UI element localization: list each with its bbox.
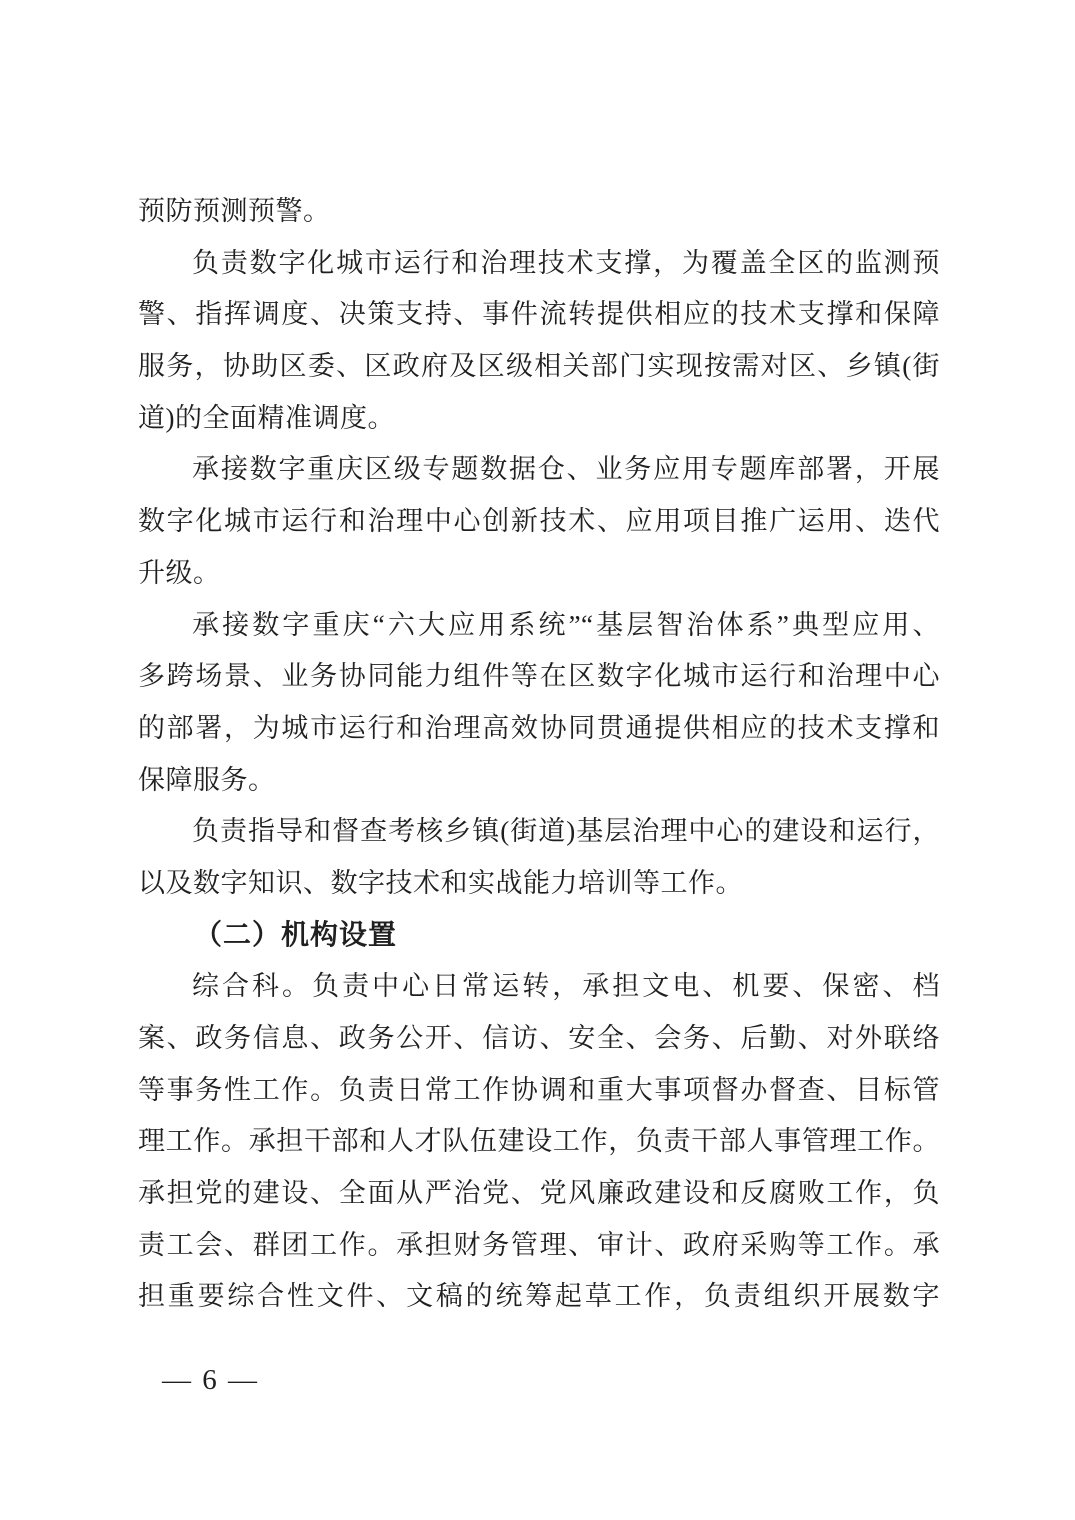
- text-line: 理工作。承担干部和人才队伍建设工作，负责干部人事管理工作。: [138, 1126, 940, 1157]
- text-line: 预防预测预警。: [138, 196, 331, 226]
- paragraph: [138, 961, 940, 1323]
- text-line: 负责指导和督查考核乡镇(街道)基层治理中心的建设和运行，: [192, 816, 940, 847]
- text-line: 升级。: [138, 557, 221, 588]
- text-line: 案、政务信息、政务公开、信访、安全、会务、后勤、对外联络: [138, 1023, 940, 1053]
- text-line: 综合科。负责中心日常运转，承担文电、机要、保密、档: [192, 971, 940, 1002]
- text-line: 等事务性工作。负责日常工作协调和重大事项督办督查、目标管: [138, 1074, 940, 1105]
- text-line: 负责数字化城市运行和治理技术支撑，为覆盖全区的监测预: [192, 247, 940, 278]
- paragraph: [138, 186, 940, 238]
- text-line: 担重要综合性文件、文稿的统筹起草工作，负责组织开展数字: [138, 1281, 940, 1312]
- text-line: 警、指挥调度、决策支持、事件流转提供相应的技术支撑和保障: [138, 299, 940, 330]
- paragraph: [138, 444, 940, 599]
- text-line: 数字化城市运行和治理中心创新技术、应用项目推广运用、迭代: [138, 506, 940, 537]
- text-line: 承接数字重庆“六大应用系统”“基层智治体系”典型应用、: [192, 609, 940, 640]
- text-line: 以及数字知识、数字技术和实战能力培训等工作。: [138, 867, 743, 898]
- text-line: 多跨场景、业务协同能力组件等在区数字化城市运行和治理中心: [138, 661, 940, 692]
- text-line: 的部署，为城市运行和治理高效协同贯通提供相应的技术支撑和: [138, 712, 940, 743]
- text-line: 责工会、群团工作。承担财务管理、审计、政府采购等工作。承: [138, 1229, 940, 1260]
- text-line: 承担党的建设、全面从严治党、党风廉政建设和反腐败工作，负: [138, 1178, 940, 1209]
- paragraph: [138, 238, 940, 445]
- paragraph: [138, 806, 940, 909]
- text-line: 保障服务。: [138, 764, 276, 795]
- document-text-block: [138, 186, 940, 1323]
- section-heading: （二）机构设置: [194, 919, 398, 951]
- text-line: 服务，协助区委、区政府及区级相关部门实现按需对区、乡镇(街: [138, 351, 940, 382]
- text-line: 道)的全面精准调度。: [138, 402, 395, 433]
- paragraph: [138, 600, 940, 807]
- text-line: 承接数字重庆区级专题数据仓、业务应用专题库部署，开展: [192, 454, 940, 485]
- page-number: — 6 —: [162, 1364, 259, 1396]
